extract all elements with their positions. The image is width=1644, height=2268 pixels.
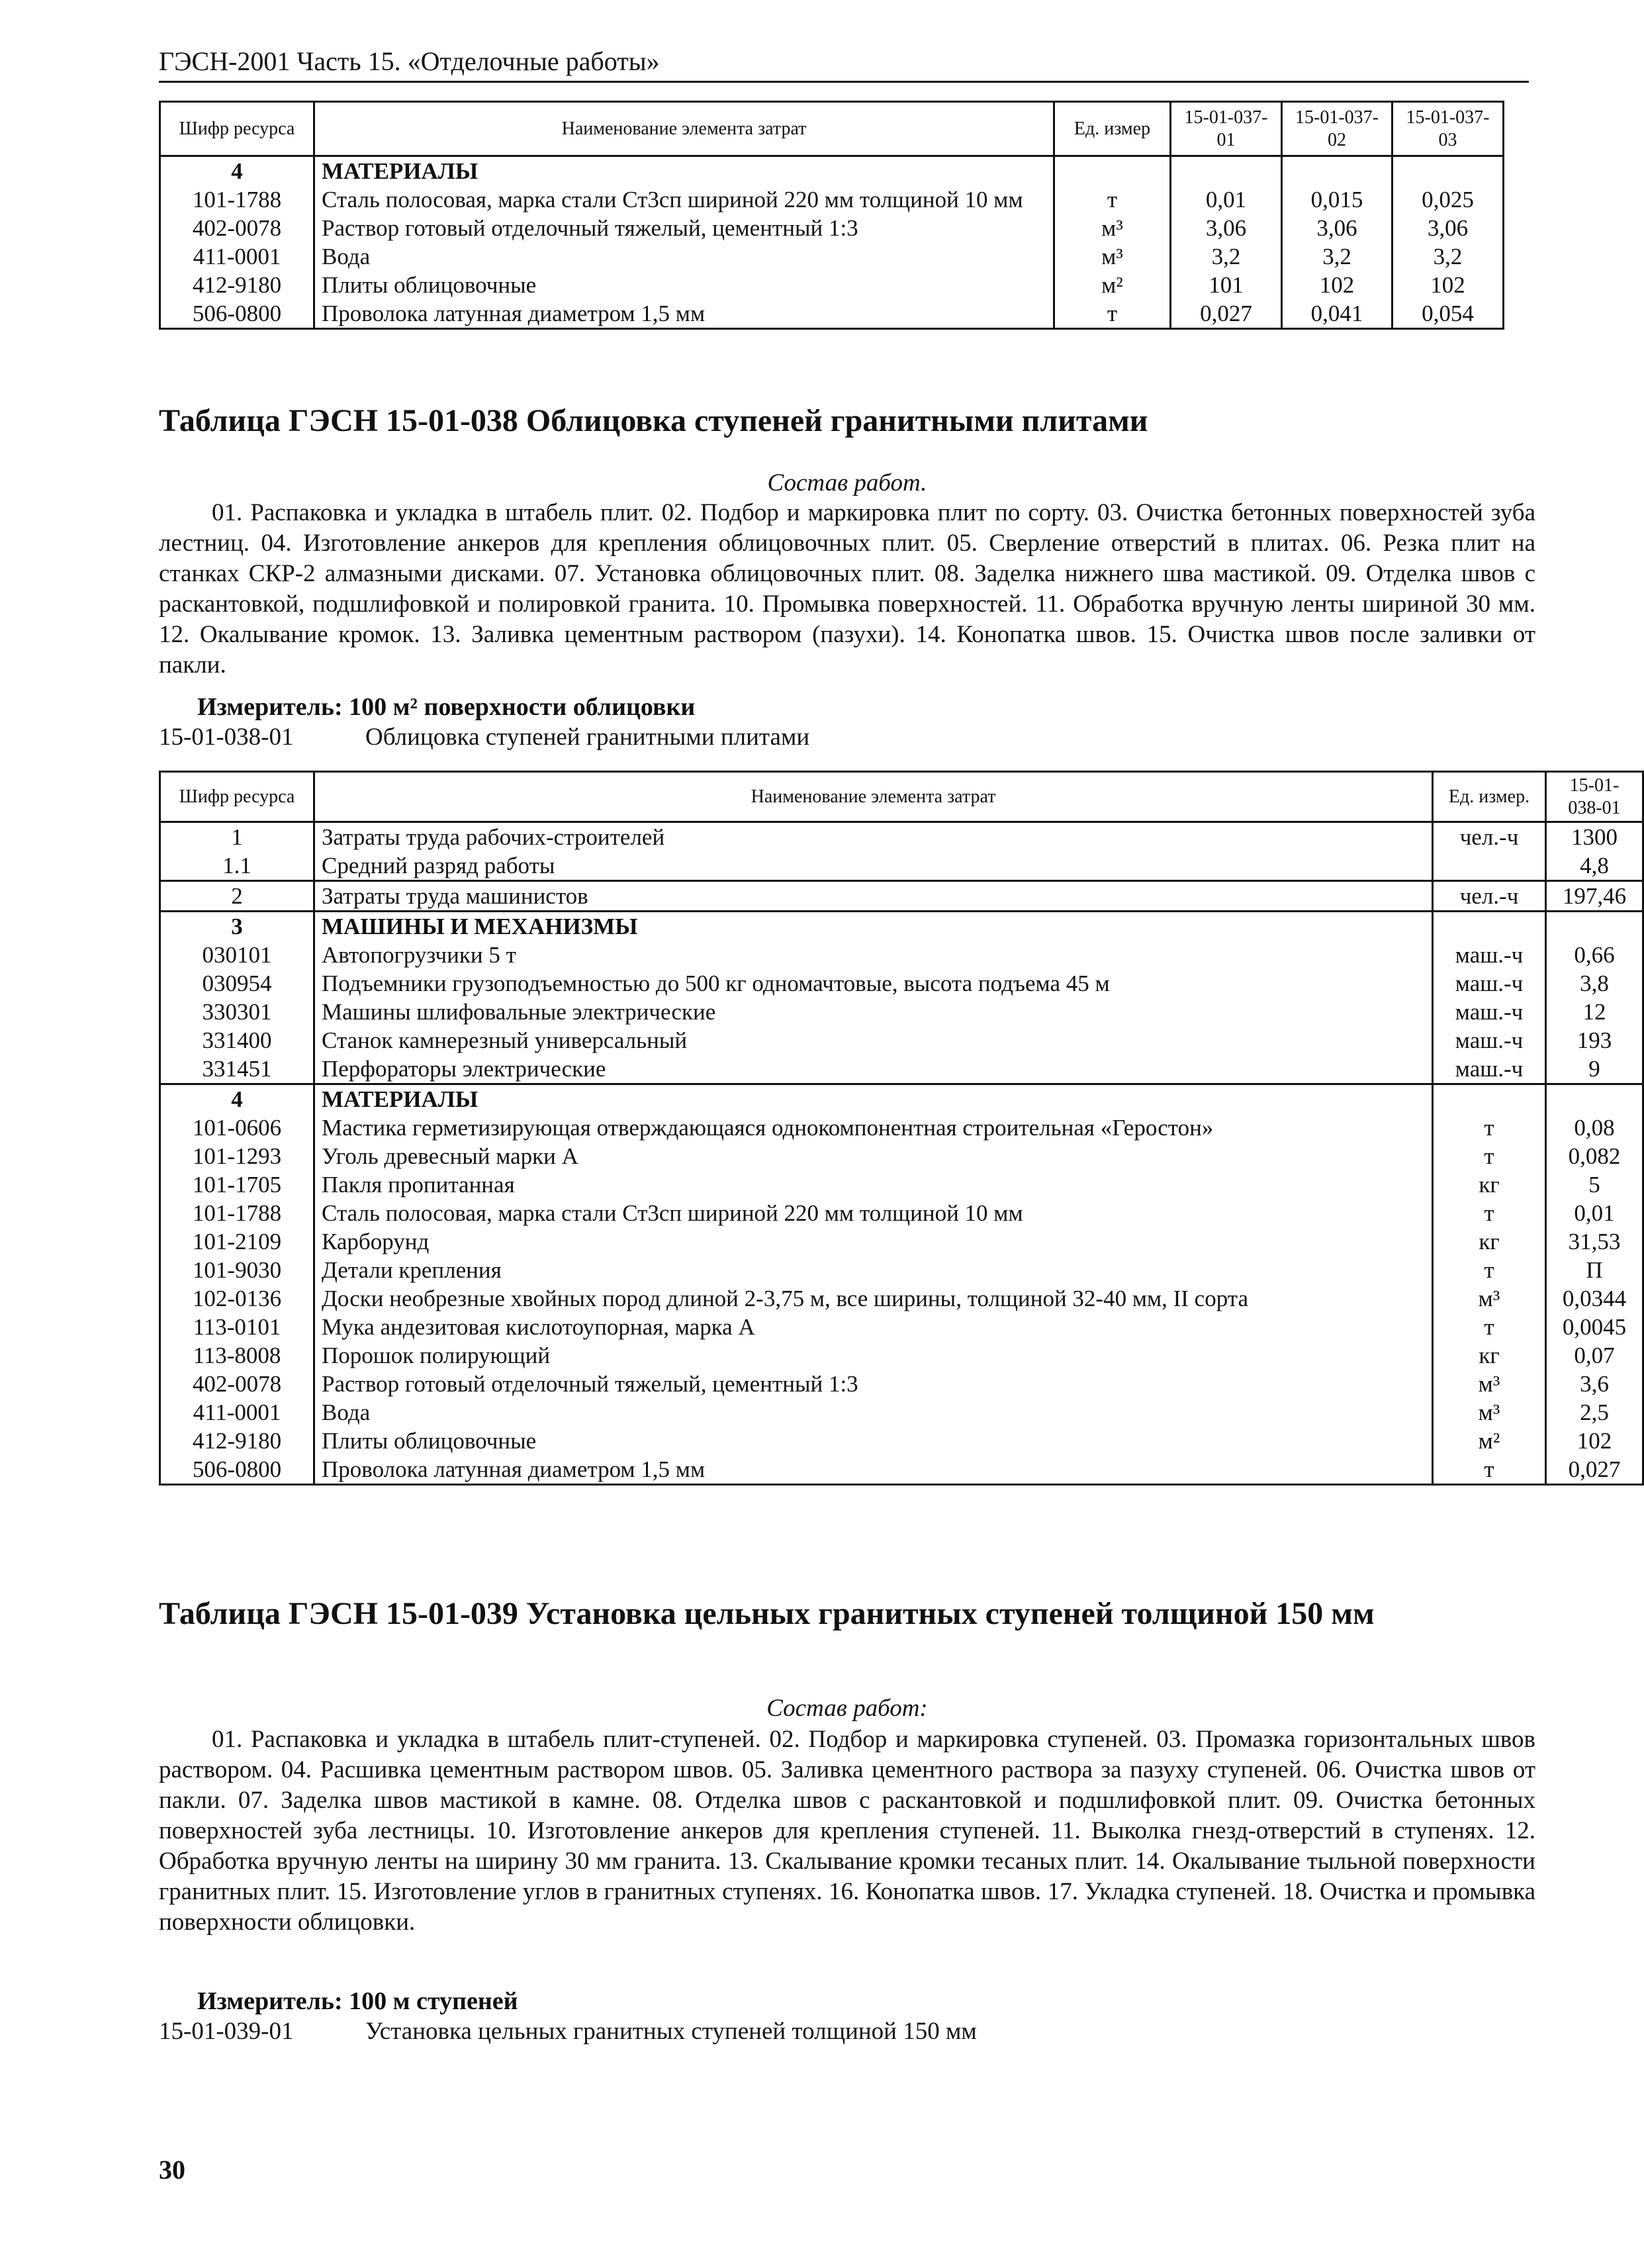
table-row bbox=[160, 214, 1504, 242]
section-039-code: 15-01-039-01 bbox=[159, 2018, 294, 2045]
value-037-03: 3,2 bbox=[1393, 242, 1504, 271]
resource-code: 331451 bbox=[160, 1055, 314, 1084]
resource-code: 2 bbox=[160, 881, 314, 912]
section-039-measure: Измеритель: 100 м ступеней bbox=[197, 1987, 518, 2015]
value-038-01: 1300 bbox=[1546, 822, 1643, 852]
unit: кг bbox=[1433, 1227, 1546, 1256]
resource-code: 402-0078 bbox=[160, 1370, 314, 1398]
resource-code: 506-0800 bbox=[160, 299, 314, 329]
resource-code: 402-0078 bbox=[160, 214, 314, 242]
resource-name: Вода bbox=[314, 1398, 1433, 1427]
page-number: 30 bbox=[159, 2155, 185, 2185]
resource-code: 4 bbox=[160, 156, 314, 186]
resource-code: 3 bbox=[160, 912, 314, 941]
resource-code: 113-8008 bbox=[160, 1341, 314, 1370]
value-037-03: 3,06 bbox=[1393, 214, 1504, 242]
resource-code: 101-1788 bbox=[160, 1199, 314, 1227]
table-row bbox=[160, 1455, 1643, 1485]
table-row bbox=[160, 1398, 1643, 1427]
table-row bbox=[160, 1256, 1643, 1284]
value-037-03: 0,054 bbox=[1393, 299, 1504, 329]
value-038-01: 0,082 bbox=[1546, 1142, 1643, 1170]
value-038-01: 31,53 bbox=[1546, 1227, 1643, 1256]
table-row bbox=[160, 881, 1643, 912]
section-038-code: 15-01-038-01 bbox=[159, 724, 294, 751]
value-038-01: 0,0045 bbox=[1546, 1313, 1643, 1341]
resource-name: Машины шлифовальные электрические bbox=[314, 998, 1433, 1026]
table-row bbox=[160, 271, 1504, 299]
table-row bbox=[160, 1427, 1643, 1455]
value-037-02: 102 bbox=[1282, 271, 1393, 299]
unit: чел.-ч bbox=[1433, 822, 1546, 852]
unit: т bbox=[1433, 1313, 1546, 1341]
resource-name: Затраты труда машинистов bbox=[314, 881, 1433, 912]
value-037-01: 0,027 bbox=[1171, 299, 1282, 329]
value-038-01: 0,07 bbox=[1546, 1341, 1643, 1370]
value-037-03: 102 bbox=[1393, 271, 1504, 299]
resource-code: 412-9180 bbox=[160, 271, 314, 299]
value-038-01: 0,0344 bbox=[1546, 1284, 1643, 1313]
unit: т bbox=[1433, 1113, 1546, 1142]
resource-name: Детали крепления bbox=[314, 1256, 1433, 1284]
unit: маш.-ч bbox=[1433, 1055, 1546, 1084]
table-row bbox=[160, 1370, 1643, 1398]
value-038-01: 0,01 bbox=[1546, 1199, 1643, 1227]
section-039-title: Таблица ГЭСН 15-01-039 Установка цельных гранитных ступеней толщиной 150 мм bbox=[159, 1596, 1375, 1631]
resource-name: Сталь полосовая, марка стали Ст3сп шириной 220 мм толщиной 10 мм bbox=[314, 185, 1054, 214]
value-038-01 bbox=[1546, 912, 1643, 941]
value-038-01: 4,8 bbox=[1546, 851, 1643, 881]
resource-code: 412-9180 bbox=[160, 1427, 314, 1455]
resource-name: Пакля пропитанная bbox=[314, 1170, 1433, 1199]
value-037-01: 3,2 bbox=[1171, 242, 1282, 271]
unit: маш.-ч bbox=[1433, 1026, 1546, 1055]
unit: м² bbox=[1433, 1427, 1546, 1455]
unit: маш.-ч bbox=[1433, 998, 1546, 1026]
unit: кг bbox=[1433, 1170, 1546, 1199]
value-038-01: 0,027 bbox=[1546, 1455, 1643, 1485]
table-row bbox=[160, 1113, 1643, 1142]
resource-code: 101-2109 bbox=[160, 1227, 314, 1256]
table-row bbox=[160, 156, 1504, 186]
value-037-02: 0,041 bbox=[1282, 299, 1393, 329]
resource-code: 411-0001 bbox=[160, 1398, 314, 1427]
unit: чел.-ч bbox=[1433, 881, 1546, 912]
table-row bbox=[160, 1227, 1643, 1256]
resource-code: 331400 bbox=[160, 1026, 314, 1055]
unit bbox=[1054, 156, 1171, 186]
col-header-code: Шифр ресурса bbox=[160, 102, 314, 156]
section-039-code-name: Установка цельных гранитных ступеней толщиной 150 мм bbox=[365, 2018, 977, 2045]
value-037-01: 3,06 bbox=[1171, 214, 1282, 242]
unit: т bbox=[1433, 1142, 1546, 1170]
col-header-unit: Ед. измер bbox=[1054, 102, 1171, 156]
value-037-01 bbox=[1171, 156, 1282, 186]
resource-name: Сталь полосовая, марка стали Ст3сп шириной 220 мм толщиной 10 мм bbox=[314, 1199, 1433, 1227]
resource-name: Вода bbox=[314, 242, 1054, 271]
value-038-01: 193 bbox=[1546, 1026, 1643, 1055]
value-038-01: 0,08 bbox=[1546, 1113, 1643, 1142]
resource-name: МАТЕРИАЛЫ bbox=[314, 1084, 1433, 1114]
resource-name: Средний разряд работы bbox=[314, 851, 1433, 881]
resource-name: Порошок полирующий bbox=[314, 1341, 1433, 1370]
resource-name: Карборунд bbox=[314, 1227, 1433, 1256]
resource-name: Плиты облицовочные bbox=[314, 271, 1054, 299]
section-038-work-list: 01. Распаковка и укладка в штабель плит. 02. Подбор и маркировка плит по сорту. 03. Очистка бетонных поверхностей зуба лестниц. 04. Изготовление анкеров для крепления облицовочных плит. 05. Сверление отверстий в плитах. 06. Резка плит на станках СКР-2 алмазными дисками. 07. Установка облицовочных плит. 08. Заделка нижнего шва мастикой. 09. Отделка швов с раскантовкой, подшлифовкой и полировкой гранита. 10. Промывка поверхностей. 11. Обработка вручную ленты шириной 30 мм. 12. Окалывание кромок. 13. Заливка цементным раствором (пазухи). 14. Конопатка швов. 15. Очистка швов после заливки от пакли. bbox=[159, 499, 1535, 679]
resource-name: Автопогрузчики 5 т bbox=[314, 941, 1433, 969]
resource-table-037 bbox=[159, 101, 1504, 330]
section-039-work-list: 01. Распаковка и укладка в штабель плит-ступеней. 02. Подбор и маркировка ступеней. 03. Промазка горизонтальных швов раствором. 04. Расшивка цементным раствором швов. 05. Заливка цементного раствора за пазуху ступеней. 06. Очистка швов от пакли. 07. Заделка швов мастикой в камне. 08. Отделка швов с раскантовкой и подшлифовкой плит. 09. Очистка бетонных поверхностей зуба лестницы. 10. Изготовление анкеров для крепления ступеней. 11. Выколка гнезд-отверстий в ступенях. 12. Обработка вручную ленты на ширину 30 мм гранита. 13. Скалывание кромки тесаных плит. 14. Окалывание тыльной поверхности гранитных плит. 15. Изготовление углов в гранитных ступенях. 16. Конопатка швов. 17. Укладка ступеней. 18. Очистка и промывка поверхности облицовки. bbox=[159, 1726, 1535, 1936]
resource-name: Доски необрезные хвойных пород длиной 2-3,75 м, все ширины, толщиной 32-40 мм, II сорта bbox=[314, 1284, 1433, 1313]
unit bbox=[1433, 1084, 1546, 1114]
section-038-code-name: Облицовка ступеней гранитными плитами bbox=[365, 724, 810, 751]
resource-name: Раствор готовый отделочный тяжелый, цементный 1:3 bbox=[314, 1370, 1433, 1398]
unit: м³ bbox=[1054, 214, 1171, 242]
table-row bbox=[160, 1055, 1643, 1084]
value-038-01 bbox=[1546, 1084, 1643, 1114]
unit: м³ bbox=[1433, 1398, 1546, 1427]
resource-code: 1 bbox=[160, 822, 314, 852]
value-038-01: 3,6 bbox=[1546, 1370, 1643, 1398]
value-037-01: 0,01 bbox=[1171, 185, 1282, 214]
value-037-02: 3,06 bbox=[1282, 214, 1393, 242]
resource-name: Станок камнерезный универсальный bbox=[314, 1026, 1433, 1055]
value-038-01: П bbox=[1546, 1256, 1643, 1284]
value-038-01: 5 bbox=[1546, 1170, 1643, 1199]
section-038-subtitle: Состав работ. bbox=[767, 469, 927, 496]
col-header-name: Наименование элемента затрат bbox=[314, 102, 1054, 156]
resource-name: Подъемники грузоподъемностью до 500 кг одномачтовые, высота подъема 45 м bbox=[314, 969, 1433, 998]
resource-name: Проволока латунная диаметром 1,5 мм bbox=[314, 299, 1054, 329]
value-037-02: 0,015 bbox=[1282, 185, 1393, 214]
resource-name: МАТЕРИАЛЫ bbox=[314, 156, 1054, 186]
resource-name: Мука андезитовая кислотоупорная, марка А bbox=[314, 1313, 1433, 1341]
table-row bbox=[160, 242, 1504, 271]
table-row bbox=[160, 185, 1504, 214]
section-039-subtitle: Состав работ: bbox=[766, 1695, 928, 1722]
resource-name: МАШИНЫ И МЕХАНИЗМЫ bbox=[314, 912, 1433, 941]
resource-code: 030954 bbox=[160, 969, 314, 998]
unit: кг bbox=[1433, 1341, 1546, 1370]
table-row bbox=[160, 299, 1504, 329]
table-row bbox=[160, 1170, 1643, 1199]
value-038-01: 12 bbox=[1546, 998, 1643, 1026]
col-header-037-01: 15-01-037-01 bbox=[1171, 102, 1282, 156]
resource-code: 030101 bbox=[160, 941, 314, 969]
value-038-01: 197,46 bbox=[1546, 881, 1643, 912]
resource-code: 4 bbox=[160, 1084, 314, 1114]
unit bbox=[1433, 912, 1546, 941]
resource-code: 113-0101 bbox=[160, 1313, 314, 1341]
value-038-01: 0,66 bbox=[1546, 941, 1643, 969]
unit: м² bbox=[1054, 271, 1171, 299]
resource-code: 506-0800 bbox=[160, 1455, 314, 1485]
resource-code: 1.1 bbox=[160, 851, 314, 881]
resource-code: 101-1293 bbox=[160, 1142, 314, 1170]
resource-code: 101-9030 bbox=[160, 1256, 314, 1284]
value-037-02: 3,2 bbox=[1282, 242, 1393, 271]
unit: маш.-ч bbox=[1433, 969, 1546, 998]
resource-code: 101-0606 bbox=[160, 1113, 314, 1142]
table-row bbox=[160, 1313, 1643, 1341]
col-header-037-02: 15-01-037-02 bbox=[1282, 102, 1393, 156]
resource-code: 411-0001 bbox=[160, 242, 314, 271]
value-038-01: 2,5 bbox=[1546, 1398, 1643, 1427]
table-row bbox=[160, 969, 1643, 998]
table-row bbox=[160, 1199, 1643, 1227]
resource-name: Уголь древесный марки А bbox=[314, 1142, 1433, 1170]
resource-code: 102-0136 bbox=[160, 1284, 314, 1313]
value-037-03: 0,025 bbox=[1393, 185, 1504, 214]
resource-name: Плиты облицовочные bbox=[314, 1427, 1433, 1455]
resource-code: 101-1705 bbox=[160, 1170, 314, 1199]
table-row bbox=[160, 941, 1643, 969]
table-row bbox=[160, 998, 1643, 1026]
unit: м³ bbox=[1054, 242, 1171, 271]
unit: т bbox=[1433, 1455, 1546, 1485]
resource-name: Затраты труда рабочих-строителей bbox=[314, 822, 1433, 852]
table-row bbox=[160, 851, 1643, 881]
table-row bbox=[160, 1284, 1643, 1313]
col-header-name: Наименование элемента затрат bbox=[314, 772, 1433, 822]
col-header-unit: Ед. измер. bbox=[1433, 772, 1546, 822]
value-038-01: 3,8 bbox=[1546, 969, 1643, 998]
section-038-title: Таблица ГЭСН 15-01-038 Облицовка ступеней гранитными плитами bbox=[159, 403, 1148, 438]
col-header-038-01: 15-01-038-01 bbox=[1546, 772, 1643, 822]
table-row bbox=[160, 1341, 1643, 1370]
unit: м³ bbox=[1433, 1370, 1546, 1398]
value-037-02 bbox=[1282, 156, 1393, 186]
unit: т bbox=[1054, 185, 1171, 214]
unit: т bbox=[1433, 1199, 1546, 1227]
unit: маш.-ч bbox=[1433, 941, 1546, 969]
table-row bbox=[160, 912, 1643, 941]
section-038-measure: Измеритель: 100 м² поверхности облицовки bbox=[197, 693, 696, 721]
value-038-01: 9 bbox=[1546, 1055, 1643, 1084]
table-row bbox=[160, 1026, 1643, 1055]
value-038-01: 102 bbox=[1546, 1427, 1643, 1455]
resource-name: Мастика герметизирующая отверждающаяся однокомпонентная строительная «Геростон» bbox=[314, 1113, 1433, 1142]
resource-name: Раствор готовый отделочный тяжелый, цементный 1:3 bbox=[314, 214, 1054, 242]
table-row bbox=[160, 822, 1643, 852]
running-header: ГЭСН-2001 Часть 15. «Отделочные работы» bbox=[159, 46, 1529, 83]
resource-table-038 bbox=[159, 771, 1644, 1486]
unit: т bbox=[1054, 299, 1171, 329]
unit bbox=[1433, 851, 1546, 881]
value-037-03 bbox=[1393, 156, 1504, 186]
col-header-code: Шифр ресурса bbox=[160, 772, 314, 822]
unit: м³ bbox=[1433, 1284, 1546, 1313]
table-row bbox=[160, 1142, 1643, 1170]
resource-code: 330301 bbox=[160, 998, 314, 1026]
table-row bbox=[160, 1084, 1643, 1114]
col-header-037-03: 15-01-037-03 bbox=[1393, 102, 1504, 156]
unit: т bbox=[1433, 1256, 1546, 1284]
resource-name: Перфораторы электрические bbox=[314, 1055, 1433, 1084]
resource-code: 101-1788 bbox=[160, 185, 314, 214]
resource-name: Проволока латунная диаметром 1,5 мм bbox=[314, 1455, 1433, 1485]
value-037-01: 101 bbox=[1171, 271, 1282, 299]
